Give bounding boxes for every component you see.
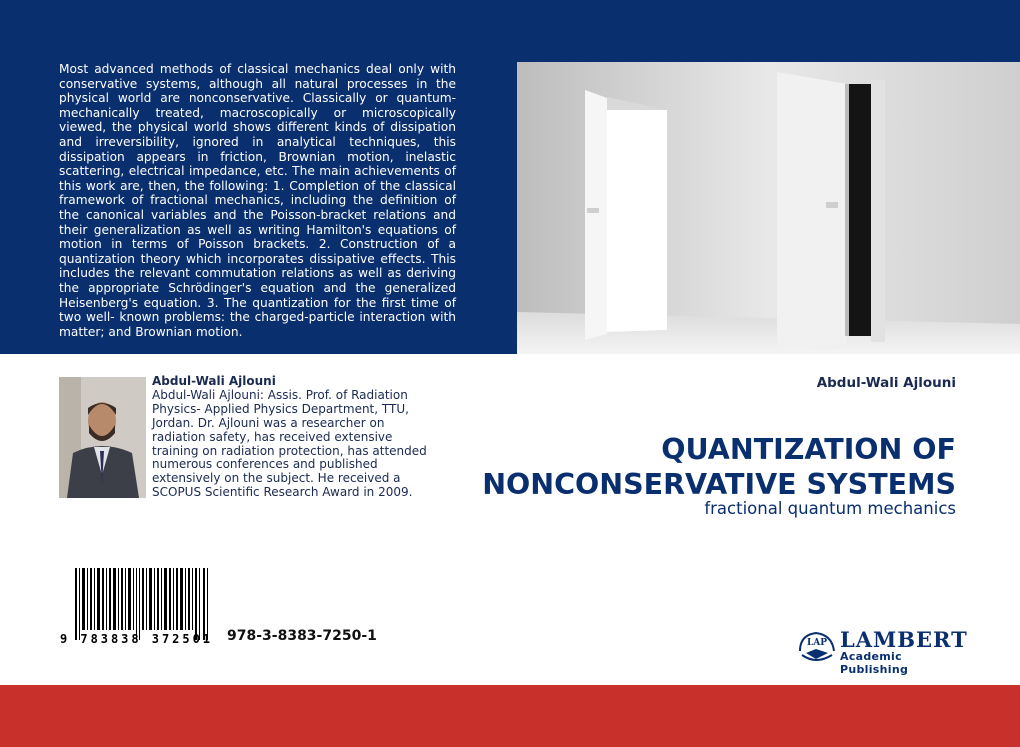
book-title-line2: NONCONSERVATIVE SYSTEMS [482,468,956,501]
book-title-line1: QUANTIZATION OF [661,433,956,466]
bottom-red-band [0,685,1020,747]
lap-emblem-text: LAP [806,638,828,648]
lap-emblem-icon [796,629,838,669]
isbn-text: 978-3-8383-7250-1 [227,628,377,644]
open-door-photo [517,62,1020,354]
barcode-bars [75,568,208,640]
author-bio-text: Abdul-Wali Ajlouni: Assis. Prof. of Radiation Physics- Applied Physics Department, TTU, Jordan. Dr. Ajlouni was a researcher on radiation safety, has received extensive training on radiation protection, has attended numerous conferences and published extensively on the subject. He received a SCOPUS Scientific Research Award in 2009. [152,387,427,500]
back-cover-blurb: Most advanced methods of classical mechanics deal only with conservative systems, although all natural processes in the physical world are nonconservative. Classically or quantum-mechanically treated, macroscopically or microscopically viewed, the physical world shows different kinds of dissipation and irreversibility, ignored in analytical techniques, this dissipation appears in friction, Brownian motion, inelastic scattering, electrical impedance, etc. The main achievements of this work are, then, the following: 1. Completion of the classical framework of fractional mechanics, including the definition of the canonical variables and the Poisson-bracket relations and their generalization as well as writing Hamilton's equations of motion in terms of Poisson brackets. 2. Construction of a quantization theory which incorporates dissipative effects. This includes the relevant commutation relations as well as deriving the appropriate Schrödinger's equation and the generalized Heisenberg's equation. 3. The quantization for the first time of two well- known problems: the charged-particle interaction with matter; and Brownian motion. [59,62,456,339]
publisher-logo [796,627,968,676]
publisher-name: LAMBERT [840,627,968,652]
author-bio [152,375,432,500]
front-cover-author: Abdul-Wali Ajlouni [816,375,956,391]
isbn-barcode [60,568,220,648]
publisher-subtitle: Academic Publishing [840,650,909,676]
book-title [482,432,956,502]
author-bio-name: Abdul-Wali Ajlouni [152,374,276,388]
book-subtitle: fractional quantum mechanics [704,499,956,518]
barcode-digits: 9 783838 372501 [60,632,210,646]
author-portrait [59,377,146,498]
